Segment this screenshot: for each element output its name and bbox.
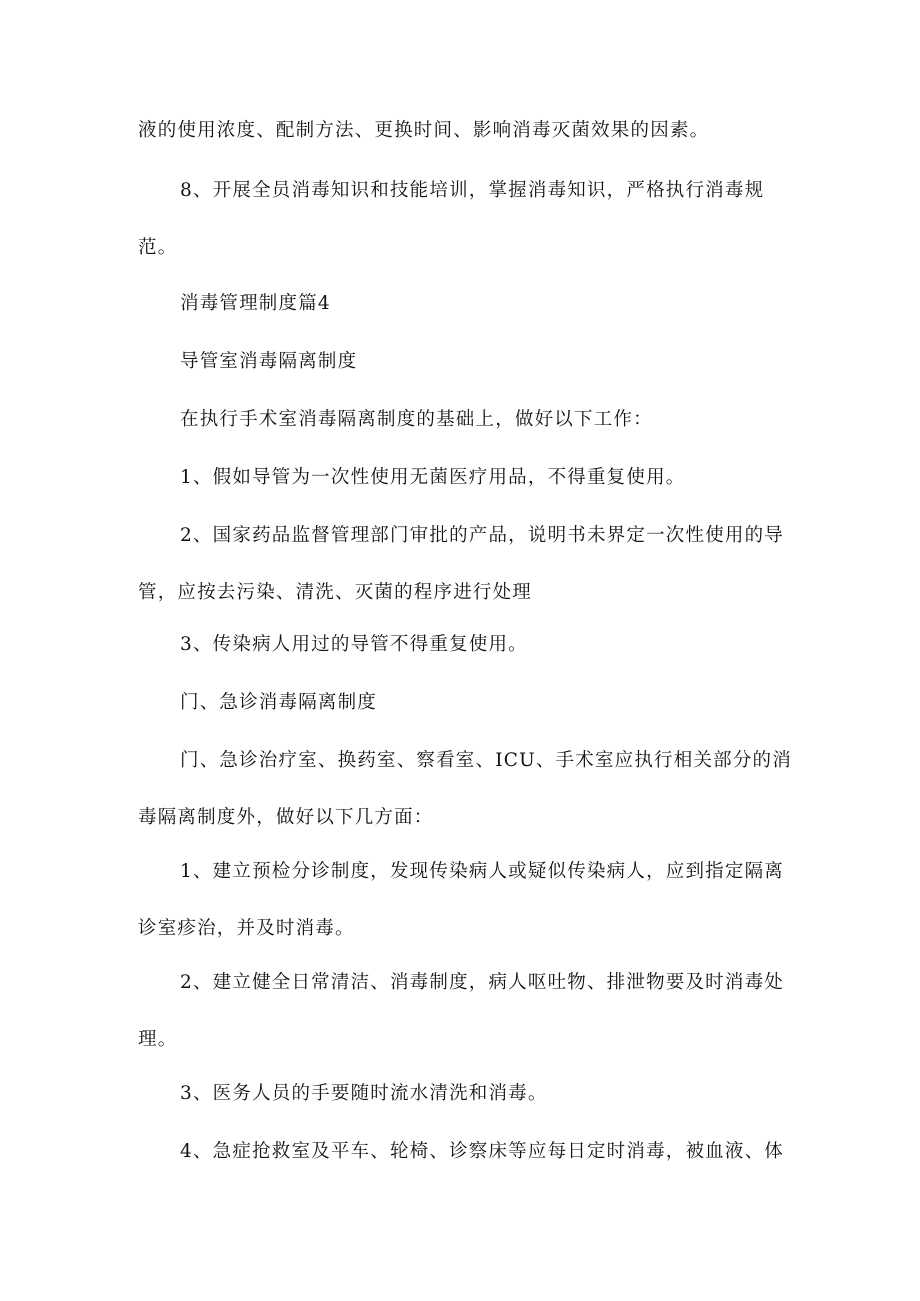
subsection-heading-catheter-room: 导管室消毒隔离制度 xyxy=(180,351,358,372)
paragraph-continuation: 液的使用浓度、配制方法、更换时间、影响消毒灭菌效果的因素。 xyxy=(138,120,710,141)
paragraph-outpatient-item-3: 3、医务人员的手要随时流水清洗和消毒。 xyxy=(180,1083,548,1104)
paragraph-outpatient-intro: 门、急诊治疗室、换药室、察看室、ICU、手术室应执行相关部分的消毒隔离制度外，做好以下几方面： xyxy=(138,750,792,828)
subsection-heading-outpatient: 门、急诊消毒隔离制度 xyxy=(180,692,378,713)
paragraph-outpatient-item-2: 2、建立健全日常清洁、消毒制度，病人呕吐物、排泄物要及时消毒处理。 xyxy=(138,972,784,1050)
paragraph-item-3: 3、传染病人用过的导管不得重复使用。 xyxy=(180,634,528,655)
section-heading: 消毒管理制度篇4 xyxy=(180,293,331,314)
paragraph-intro: 在执行手术室消毒隔离制度的基础上，做好以下工作： xyxy=(180,409,653,430)
paragraph-item-2: 2、国家药品监督管理部门审批的产品，说明书未界定一次性使用的导管，应按去污染、清洗、灭菌的程序进行处理 xyxy=(138,525,784,603)
paragraph-item-1: 1、假如导管为一次性使用无菌医疗用品，不得重复使用。 xyxy=(180,467,686,488)
paragraph-outpatient-item-1: 1、建立预检分诊制度，发现传染病人或疑似传染病人，应到指定隔离诊室疹治，并及时消毒。 xyxy=(138,861,784,939)
paragraph-item-8: 8、开展全员消毒知识和技能培训，掌握消毒知识，严格执行消毒规范。 xyxy=(138,180,765,258)
paragraph-outpatient-item-4: 4、急症抢救室及平车、轮椅、诊察床等应每日定时消毒，被血液、体 xyxy=(180,1141,784,1162)
